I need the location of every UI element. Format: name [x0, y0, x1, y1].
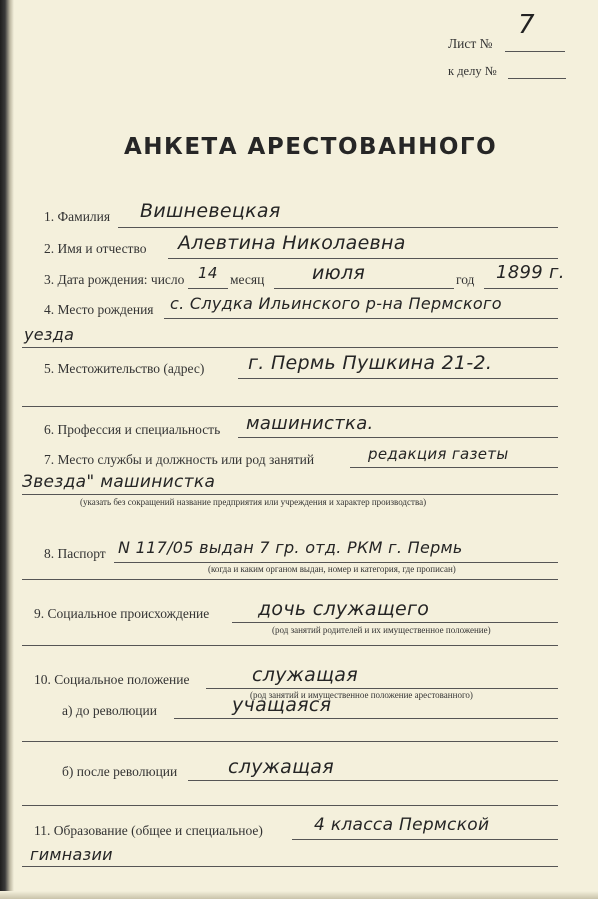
social-status-label: 10. Социальное положение [34, 672, 190, 687]
passport-label: 8. Паспорт [44, 546, 106, 561]
workplace-value-2: Звезда" машинистка [22, 472, 216, 492]
education-label: 11. Образование (общее и специальное) [34, 823, 263, 838]
birth-day-label: 3. Дата рождения: число [44, 272, 185, 287]
workplace-value-1: редакция газеты [368, 445, 509, 463]
social-origin-caption: (род занятий родителей и их имущественное положение) [272, 625, 491, 635]
page-bottom-shadow [0, 891, 598, 899]
birth-day-line [188, 288, 228, 289]
passport-line-2 [22, 579, 558, 580]
after-revolution-label: б) после революции [62, 764, 178, 779]
residence-line-2 [22, 406, 558, 407]
sheet-number-line [505, 51, 565, 52]
case-label: к делу № [448, 64, 497, 78]
workplace-line-1 [350, 467, 558, 468]
social-status-line [206, 688, 558, 689]
name-line [168, 258, 558, 259]
residence-value: г. Пермь Пушкина 21-2. [248, 352, 493, 374]
social-origin-label: 9. Социальное происхождение [34, 606, 210, 621]
surname-label: 1. Фамилия [44, 209, 111, 224]
profession-label: 6. Профессия и специальность [44, 422, 221, 437]
case-number-line [508, 78, 566, 79]
surname-line [118, 227, 558, 228]
workplace-line-2 [22, 494, 558, 495]
social-origin-line [232, 622, 558, 623]
name-value: Алевтина Николаевна [178, 232, 406, 254]
before-revolution-line [174, 718, 558, 719]
social-status-value: служащая [252, 664, 358, 686]
after-revolution-line-2 [22, 805, 558, 806]
name-label: 2. Имя и отчество [44, 241, 147, 256]
passport-line [114, 562, 558, 563]
social-origin-line-2 [22, 645, 558, 646]
birthplace-line-2 [22, 347, 558, 348]
form-title: АНКЕТА АРЕСТОВАННОГО [124, 134, 498, 160]
after-revolution-value: служащая [228, 756, 334, 778]
before-revolution-line-2 [22, 741, 558, 742]
profession-line [238, 437, 558, 438]
before-revolution-value: учащаяся [232, 694, 332, 716]
birthplace-value-1: с. Слудка Ильинского р-на Пермского [170, 294, 502, 313]
birth-day-value: 14 [198, 264, 218, 282]
sheet-label: Лист № [448, 36, 493, 51]
passport-caption: (когда и каким органом выдан, номер и категория, где прописан) [208, 564, 456, 574]
after-revolution-line [188, 780, 558, 781]
birthplace-label: 4. Место рождения [44, 302, 154, 317]
birth-year-label: год [456, 272, 475, 287]
birthplace-value-2: уезда [24, 325, 75, 344]
birth-year-line [484, 288, 558, 289]
residence-line [238, 378, 558, 379]
social-origin-value: дочь служащего [258, 598, 430, 620]
workplace-label: 7. Место службы и должность или род занятий [44, 452, 315, 467]
birth-month-value: июля [312, 262, 366, 284]
passport-value: N 117/05 выдан 7 гр. отд. РКМ г. Пермь [118, 538, 463, 557]
residence-label: 5. Местожительство (адрес) [44, 361, 205, 376]
workplace-caption: (указать без сокращений название предприятия или учреждения и характер производства) [80, 497, 427, 507]
profession-value: машинистка. [246, 413, 374, 434]
education-value-2: гимназии [30, 845, 113, 864]
page-edge-shadow [0, 0, 14, 899]
education-line [292, 839, 558, 840]
sheet-number: 7 [518, 10, 535, 40]
birthplace-line-1 [164, 318, 558, 319]
social-status-caption: (род занятий и имущественное положение арестованного) [250, 690, 473, 700]
birth-month-label: месяц [230, 272, 265, 287]
education-value-1: 4 класса Пермской [314, 815, 490, 835]
education-line-2 [22, 866, 558, 867]
birth-month-line [274, 288, 454, 289]
surname-value: Вишневецкая [140, 200, 281, 222]
birth-year-value: 1899 г. [496, 262, 565, 283]
before-revolution-label: а) до революции [62, 703, 157, 718]
